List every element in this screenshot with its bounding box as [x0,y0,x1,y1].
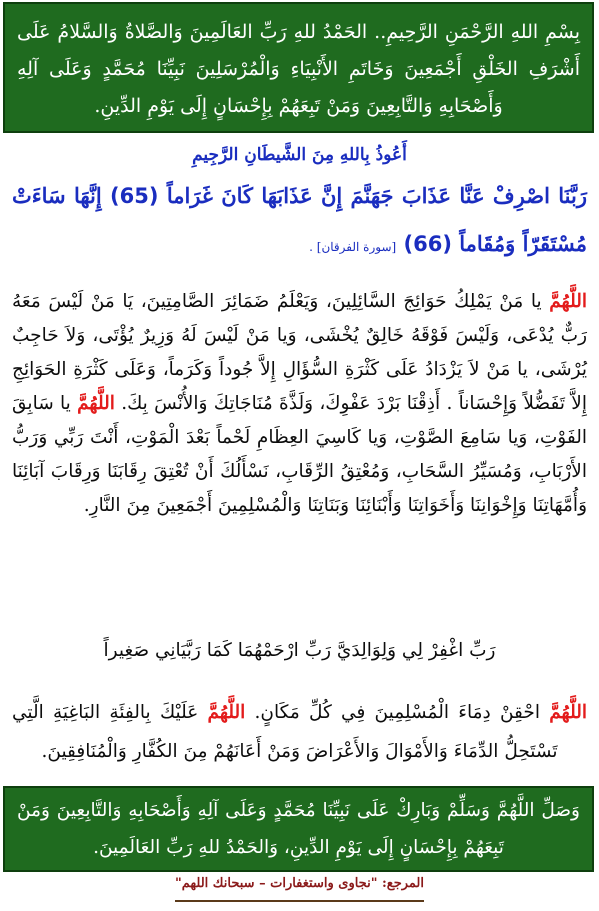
ayah-number-65: (65) [110,184,159,208]
muslims-text-2: عَلَيْكَ بِالفِئَةِ البَاغِيَةِ الَّتِي تَسْتَحِلُّ الدِّمَاءَ وَالأَمْوَالَ وَالأَعْرَاضَ وَمَنْ أَعَانَهُمْ مِنَ الكُفَّارِ وَالْمُنَافِقِينَ. [12,702,558,762]
muslims-text-1: احْقِنْ دِمَاءَ الْمُسْلِمِينَ فِي كُلِّ مَكَانٍ. [254,702,540,723]
allahumma-word: اللَّهُمَّ [77,393,115,414]
dua-paragraph [12,285,587,523]
quran-ayah [12,172,587,271]
allahumma-word: اللَّهُمَّ [207,702,246,723]
dua-text-2: يا سَابِقَ الفَوْتِ، وَيا سَامِعَ الصَّوْتِ، وَيا كَاسِيَ العِظَامِ لَحْماً بَعْدَ الْمَوْتِ، أَنْتَ رَبِّي وَرَبُّ الأَرْبَابِ، وَمُسَيِّرُ السَّحَابِ، وَمُعْتِقُ الرِّقَابِ، نَسْأَلُكَ أَنْ تُعْتِقَ رِقَابَنَا وَرِقَابَ آبَائِنَا وَأُمَّهَاتِنَا وَإِخْوَانِنَا وَأَخَوَاتِنَا وَأَبْنَائِنَا وَبَنَاتِنَا وَالْمُسْلِمِينَ أَجْمَعِينَ مِنَ النَّارِ. [12,393,587,516]
muslims-dua [12,693,587,771]
surah-reference: [سورة الفرقان] . [309,240,397,254]
parents-dua: رَبِّ اغْفِرْ لِي وَلِوَالِدَيَّ رَبِّ ارْحَمْهُمَا كَمَا رَبَّيَانِي صَغِيراً [103,640,496,661]
ayah-part-2: إِنَّهَا سَاءَتْ مُسْتَقَرّاً وَمُقَاماً [12,183,587,256]
allahumma-word: اللَّهُمَّ [549,702,587,723]
source-reference: المرجع: "نجاوى واستغفارات – سبحانك اللهم" [174,876,425,891]
intro-text: بِسْمِ اللهِ الرَّحْمَنِ الرَّحِيمِ.. الحَمْدُ للهِ رَبِّ العَالَمِينَ وَالصَّلاةُ وَالسَّلامُ عَلَى أَشْرَفِ الخَلْقِ أَجْمَعِينَ وَخَاتَمِ الأَنْبِيَاءِ وَالْمُرْسَلِينَ نَبِيِّنَا مُحَمَّدٍ وَعَلَى آلِهِ وَأَصْحَابِهِ وَالتَّابِعِينَ وَمَنْ تَبِعَهُمْ بِإِحْسَانٍ إِلَى يَوْمِ الدِّينِ. [17,21,580,117]
ayah-number-66: (66) [403,232,452,256]
closing-panel [3,786,594,872]
taawwudh-line: أَعُوذُ بِاللهِ مِنَ الشَّيطَانِ الرَّجِيمِ [192,145,407,165]
allahumma-word: اللَّهُمَّ [549,291,587,312]
source-underline [175,900,424,902]
dua-text-1: يا مَنْ يَمْلِكُ حَوَائِجَ السَّائِلِينَ، وَيَعْلَمُ ضَمَائِرَ الصَّامِتِينَ، يَا مَنْ لَيْسَ مَعَهُ رَبٌّ يُدْعَى، وَلَيْسَ فَوْقَهُ خَالِقٌ يُخْشَى، وَيا مَنْ لَيْسَ لَهُ وَزِيرٌ يُؤْتَى، وَلاَ حَاجِبٌ يُرْشَى، يا مَنْ لاَ يَزْدَادُ عَلَى كَثْرَةِ السُّؤَالِ إِلاَّ جُوداً وَكَرَماً، وَعَلَى كَثْرَةِ الحَوَائِجِ إِلاَّ تَفَضُّلاً وَإِحْسَاناً . أَذِقْنَا بَرْدَ عَفْوِكَ، وَلَذَّةَ مُنَاجَاتِكَ وَالأُنْسَ بِكَ. [12,291,587,414]
ayah-part-1: رَبَّنَا اصْرِفْ عَنَّا عَذَابَ جَهَنَّمَ إِنَّ عَذَابَهَا كَانَ غَرَاماً [166,183,587,208]
closing-text: وَصَلِّ اللَّهُمَّ وَسَلِّمْ وَبَارِكْ عَلَى نَبِيِّنَا مُحَمَّدٍ وَعَلَى آلِهِ وَأَصْحَابِهِ وَالتَّابِعِينَ وَمَنْ تَبِعَهُمْ بِإِحْسَانٍ إِلَى يَوْمِ الدِّينِ، وَالحَمْدُ للهِ رَبِّ العَالَمِينَ. [17,800,580,858]
intro-panel [3,2,594,133]
